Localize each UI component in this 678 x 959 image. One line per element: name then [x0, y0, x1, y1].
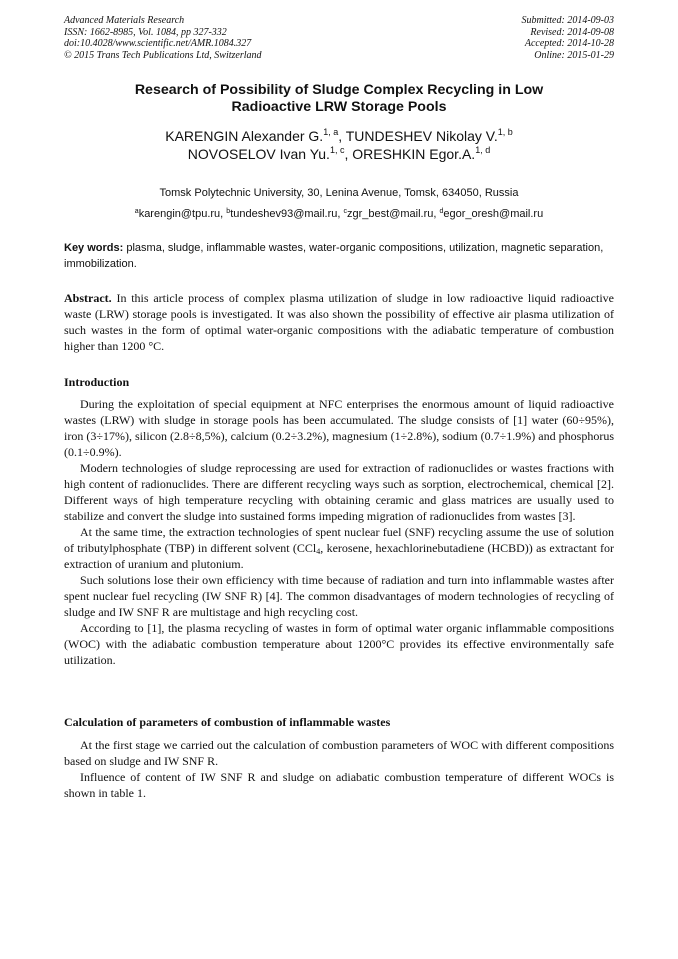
email-address: zgr_best@mail.ru,: [347, 208, 440, 220]
author-name: NOVOSELOV Ivan Yu.: [187, 146, 330, 162]
keywords-text: plasma, sludge, inflammable wastes, water-organic compositions, utilization, magnetic separation, immobilization.: [64, 242, 604, 270]
date-submitted: Submitted: 2014-09-03: [521, 15, 614, 26]
introduction-body: [64, 396, 614, 668]
email-address: tundeshev93@mail.ru,: [230, 208, 344, 220]
author-name: KARENGIN Alexander G.: [165, 128, 324, 144]
paragraph: Such solutions lose their own efficiency with time because of radiation and turn into inflammable wastes after spent nuclear fuel recycling (IW SNF R) [4]. The common disadvantages of modern technologies of recycling of sludge and IW SNF R are multistage and high recycling cost.: [64, 573, 614, 619]
date-online: Online: 2015-01-29: [534, 49, 614, 61]
affiliation: Tomsk Polytechnic University, 30, Lenina Avenue, Tomsk, 634050, Russia: [159, 187, 519, 199]
paragraph-text: , kerosene, hexachlorinebutadiene (HCBD)) as extractant for extraction of uranium and plutonium.: [64, 541, 614, 571]
journal-name: Advanced Materials Research: [64, 15, 185, 26]
author-emails: [64, 207, 614, 221]
author-list: [64, 127, 614, 163]
paragraph: Influence of content of IW SNF R and sludge on adiabatic combustion temperature of different WOCs is shown in table 1.: [64, 770, 614, 800]
paragraph-text: At the same time, the extraction technologies of spent nuclear fuel (SNF) recycling assume the use of solution of tributylphosphate (TBP) in different solvent (CCl: [64, 525, 614, 555]
paragraph: Modern technologies of sludge reprocessing are used for extraction of radionuclides or wastes fractions with high content of radionuclides. There are different recycling ways such as sorption, electrochemical, chemical [2]. Different ways of high temperature recycling with obtaining ceramic and glass matrices are usually used to stabilize and convert the sludge into sustained forms impeding migration of radionuclides from wastes [3].: [64, 461, 614, 523]
author-line: [64, 145, 614, 163]
abstract-label: Abstract.: [64, 291, 112, 305]
abstract: [64, 290, 614, 354]
paragraph: At the first stage we carried out the calculation of combustion parameters of WOC with different compositions based on sludge and IW SNF R.: [64, 738, 614, 768]
journal-copyright: © 2015 Trans Tech Publications Ltd, Switzerland: [64, 49, 262, 61]
author-name: TUNDESHEV Nikolay V.: [345, 128, 498, 144]
paper-title: [64, 82, 614, 116]
author-affiliation-mark: 1, a: [323, 127, 339, 137]
email-mark: c: [343, 208, 347, 215]
keywords-label: Key words:: [64, 242, 124, 254]
date-accepted: Accepted: 2014-10-28: [524, 38, 614, 49]
subscript: 4: [316, 547, 321, 556]
title-line: Research of Possibility of Sludge Complex Recycling in Low: [134, 82, 544, 98]
author-name: ORESHKIN Egor.A.: [352, 146, 476, 162]
author-line: [64, 127, 614, 145]
email-address: egor_oresh@mail.ru: [443, 208, 544, 220]
calculation-body: [64, 737, 614, 801]
email-mark: a: [134, 208, 139, 215]
author-affiliation-mark: 1, b: [497, 127, 513, 137]
paragraph: [64, 524, 614, 572]
author-affiliation-mark: 1, d: [475, 145, 491, 155]
author-separator: ,: [344, 146, 353, 162]
submission-dates: [522, 15, 615, 61]
title-line: Radioactive LRW Storage Pools: [231, 99, 447, 115]
email-address: karengin@tpu.ru,: [138, 208, 227, 220]
journal-info: [64, 15, 262, 61]
section-heading-introduction: Introduction: [64, 375, 130, 389]
author-affiliation-mark: 1, c: [329, 145, 345, 155]
journal-issn: ISSN: 1662-8985, Vol. 1084, pp 327-332: [64, 26, 227, 38]
abstract-text: In this article process of complex plasma utilization of sludge in low radioactive liquid radioactive waste (LRW) storage pools is investigated. It was also shown the possibility of effective air plasma utilization of such wastes in the form of optimal water-organic compositions with the adiabatic temperature of combustion higher than 1200 °C.: [64, 291, 614, 353]
section-heading-calculation: Calculation of parameters of combustion of inflammable wastes: [64, 715, 391, 729]
journal-doi: doi:10.4028/www.scientific.net/AMR.1084.327: [64, 38, 252, 49]
date-revised: Revised: 2014-09-08: [530, 26, 614, 38]
keywords: [64, 241, 614, 272]
paragraph: During the exploitation of special equipment at NFC enterprises the enormous amount of liquid radioactive wastes (LRW) with sludge in storage pools has been accumulated. The sludge consists of [1] water (60÷95%), iron (3÷17%), silicon (2.8÷8,5%), calcium (0.2÷3.2%), magnesium (1÷2.8%), sodium (0.7÷1.9%) and phosphorus (0.1÷0.9%).: [64, 397, 614, 459]
email-mark: b: [226, 208, 231, 215]
email-mark: d: [439, 208, 444, 215]
author-separator: ,: [338, 128, 346, 144]
paragraph: According to [1], the plasma recycling of wastes in form of optimal water organic inflammable compositions (WOC) with the adiabatic combustion temperature about 1200°C provides its effective environmentally safe utilization.: [64, 621, 614, 667]
